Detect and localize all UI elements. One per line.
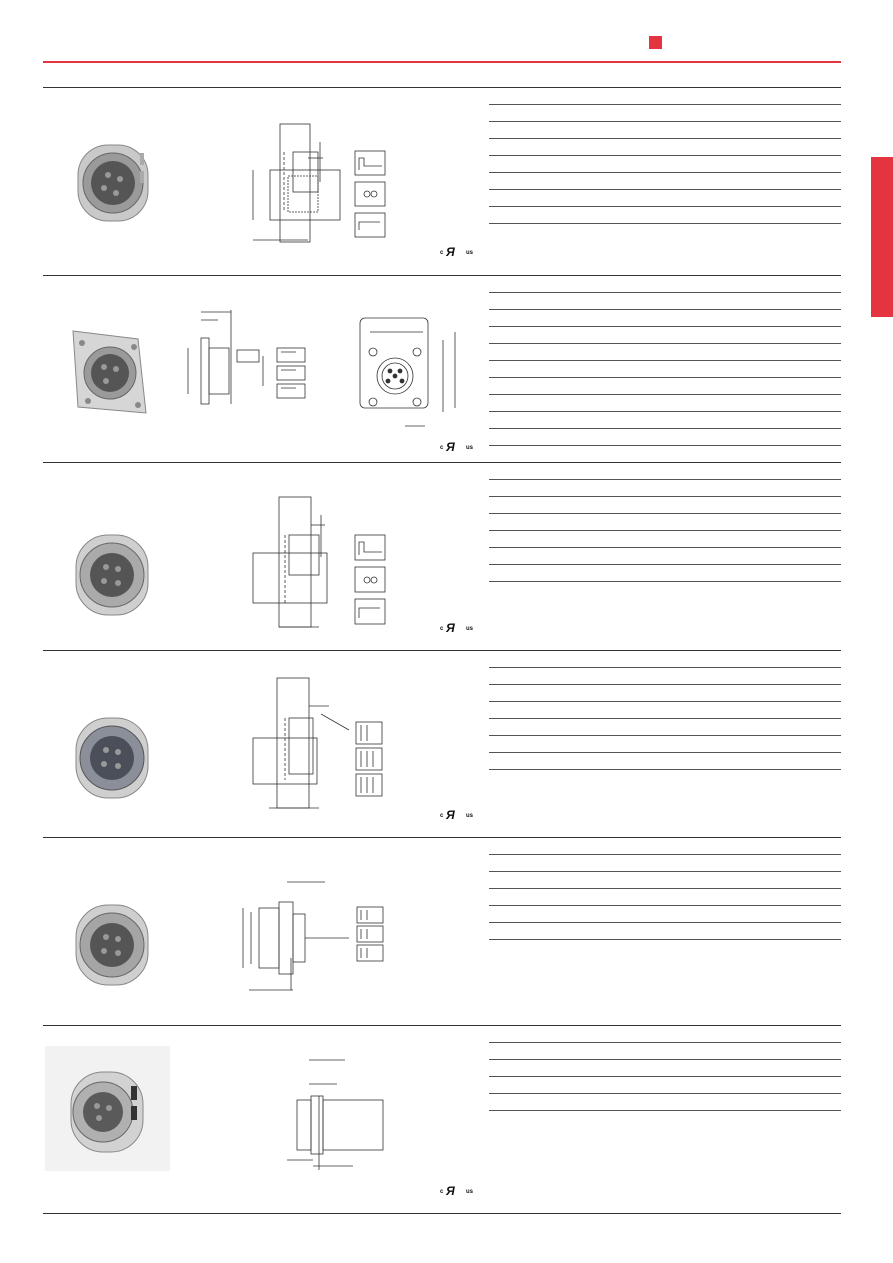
spec-row [489, 122, 841, 139]
ul-recognized-icon: c Я us [440, 1184, 474, 1198]
spec-row [489, 412, 841, 429]
contact-details [276, 346, 306, 401]
spec-table [489, 276, 841, 446]
spec-row [489, 906, 841, 923]
dimension-drawing [283, 1056, 388, 1176]
product-photo [45, 1046, 170, 1171]
ul-recognized-icon: c Я us [440, 808, 474, 822]
spec-table [489, 651, 841, 770]
spec-row [489, 139, 841, 156]
spec-row [489, 293, 841, 310]
spec-row [489, 685, 841, 702]
product-photo [58, 708, 168, 808]
spec-row [489, 190, 841, 207]
spec-row [489, 497, 841, 514]
spec-row [489, 207, 841, 224]
ul-recognized-icon: c Я us [440, 440, 474, 454]
spec-table [489, 838, 841, 940]
spec-row [489, 310, 841, 327]
spec-row [489, 1026, 841, 1043]
spec-row [489, 1077, 841, 1094]
dimension-drawing [249, 676, 354, 811]
dimension-drawing [249, 495, 369, 630]
spec-row [489, 327, 841, 344]
spec-row [489, 753, 841, 770]
spec-table [489, 1026, 841, 1111]
product-section-2 [43, 276, 841, 463]
spec-row [489, 531, 841, 548]
page-marker [649, 36, 662, 49]
spec-row [489, 668, 841, 685]
spec-row [489, 1043, 841, 1060]
contact-details [355, 721, 385, 798]
product-section-3 [43, 463, 841, 651]
product-section-5 [43, 838, 841, 1026]
spec-row [489, 651, 841, 668]
product-section-1 [43, 88, 841, 276]
spec-row [489, 429, 841, 446]
spec-row [489, 276, 841, 293]
spec-row [489, 105, 841, 122]
spec-row [489, 88, 841, 105]
spec-row [489, 344, 841, 361]
chapter-tab[interactable] [871, 157, 893, 317]
spec-row [489, 1094, 841, 1111]
spec-row [489, 702, 841, 719]
product-photo [58, 525, 168, 625]
dimension-drawing [248, 122, 368, 244]
section-divider [43, 1213, 841, 1214]
spec-row [489, 923, 841, 940]
spec-table [489, 463, 841, 582]
spec-row [489, 514, 841, 531]
product-section-4 [43, 651, 841, 838]
ul-recognized-icon: c Я us [440, 621, 474, 635]
product-photo [58, 895, 168, 995]
contact-details [356, 906, 386, 962]
spec-table [489, 88, 841, 224]
spec-row [489, 548, 841, 565]
spec-row [489, 872, 841, 889]
dimension-drawing [239, 878, 355, 994]
front-drawing [355, 316, 465, 431]
contact-details [354, 534, 386, 626]
contact-details [354, 150, 386, 240]
spec-row [489, 838, 841, 855]
spec-row [489, 565, 841, 582]
product-section-6 [43, 1026, 841, 1214]
header-rule [43, 61, 841, 63]
spec-row [489, 395, 841, 412]
spec-row [489, 378, 841, 395]
spec-row [489, 463, 841, 480]
spec-row [489, 1060, 841, 1077]
spec-row [489, 480, 841, 497]
ul-recognized-icon: c Я us [440, 245, 474, 259]
spec-row [489, 173, 841, 190]
spec-row [489, 855, 841, 872]
product-photo [58, 133, 168, 233]
spec-row [489, 736, 841, 753]
product-photo [58, 321, 168, 421]
spec-row [489, 361, 841, 378]
spec-row [489, 156, 841, 173]
spec-row [489, 719, 841, 736]
spec-row [489, 889, 841, 906]
